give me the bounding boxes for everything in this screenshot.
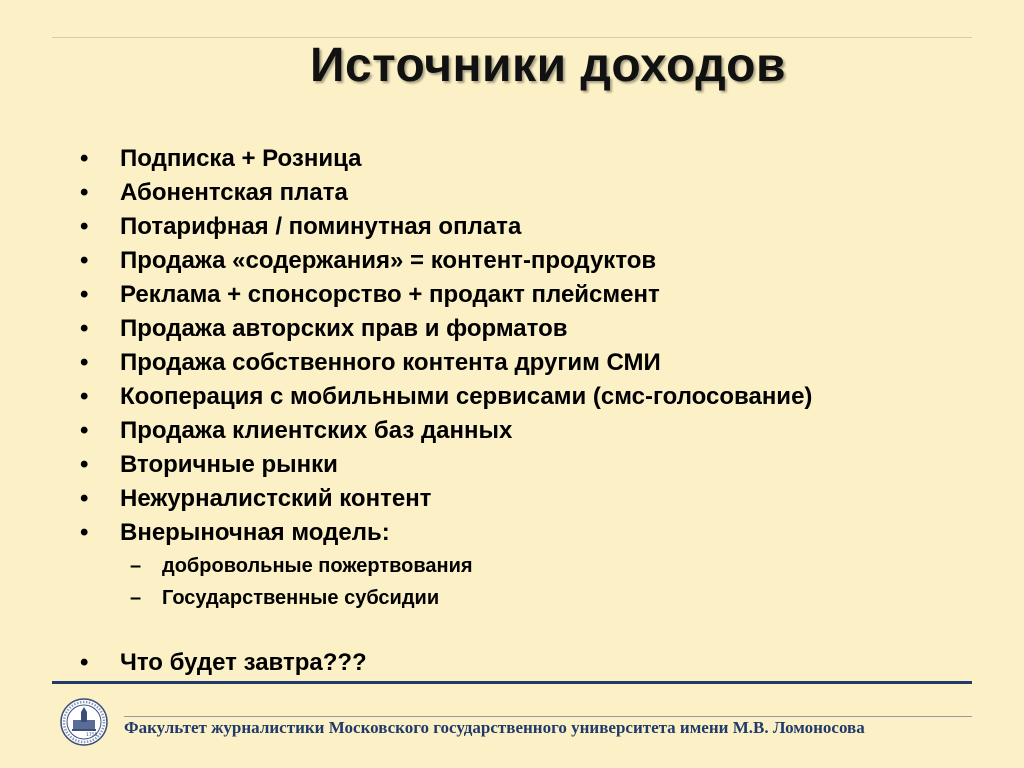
- list-item-text: Внерыночная модель:: [120, 519, 390, 546]
- list-item-text: Продажа авторских прав и форматов: [120, 315, 568, 342]
- dash-icon: –: [130, 587, 142, 609]
- footer-faculty-text: Факультет журналистики Московского государственного университета имени М.В. Ломоносова: [124, 718, 865, 737]
- list-item-text: Абонентская плата: [120, 179, 348, 206]
- bullet-icon: •: [80, 383, 89, 410]
- bullet-icon: •: [80, 519, 89, 546]
- svg-text:1755: 1755: [86, 733, 98, 738]
- bullet-icon: •: [80, 417, 89, 444]
- bullet-icon: •: [80, 649, 89, 676]
- bullet-icon: •: [80, 145, 89, 172]
- list-item-text: Вторичные рынки: [120, 451, 338, 478]
- list-item-text: Что будет завтра???: [120, 649, 367, 676]
- slide-title: Источники доходов: [309, 39, 786, 92]
- bullet-icon: •: [80, 247, 89, 274]
- bullet-icon: •: [80, 179, 89, 206]
- bullet-icon: •: [80, 213, 89, 240]
- dash-icon: –: [130, 555, 142, 577]
- list-item-text: Продажа «содержания» = контент-продуктов: [120, 247, 657, 274]
- bullet-icon: •: [80, 349, 89, 376]
- list-item-text: Реклама + спонсорство + продакт плейсмент: [120, 281, 660, 308]
- bullet-icon: •: [80, 315, 89, 342]
- msu-seal-icon: [60, 698, 108, 746]
- sub-list-item-text: добровольные пожертвования: [162, 555, 473, 577]
- bullet-icon: •: [80, 281, 89, 308]
- list-item-text: Продажа собственного контента другим СМИ: [120, 349, 661, 376]
- list-item-text: Подписка + Розница: [120, 145, 362, 172]
- list-item-text: Продажа клиентских баз данных: [120, 417, 513, 444]
- bottom-divider: [52, 681, 972, 684]
- list-item-text: Нежурналистский контент: [120, 485, 432, 512]
- sub-list-item-text: Государственные субсидии: [162, 587, 440, 609]
- bullet-icon: •: [80, 451, 89, 478]
- list-item-text: Кооперация с мобильными сервисами (смс-голосование): [120, 383, 813, 410]
- bullet-icon: •: [80, 485, 89, 512]
- list-item-text: Потарифная / поминутная оплата: [120, 213, 522, 240]
